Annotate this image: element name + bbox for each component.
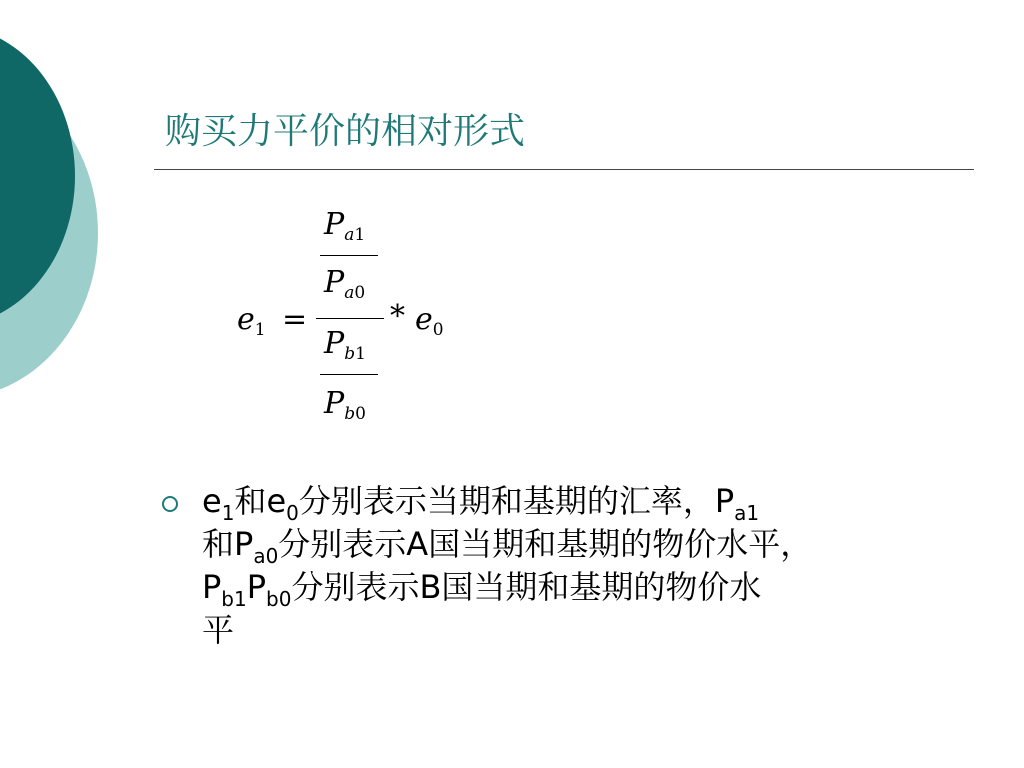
bullet-line-2: 和$P_{a0}$分别表示A国当期和基期的物价水平， <box>202 525 813 568</box>
formula-pb0: $P_{b0}$ <box>324 386 366 424</box>
formula-equals: = <box>282 302 308 337</box>
formula-pa0: $P_{a0}$ <box>324 265 366 303</box>
bullet-circle-icon <box>162 496 178 512</box>
formula-times: * <box>390 299 405 334</box>
formula-inner-bar-bottom <box>320 374 378 375</box>
formula-rhs: $e_0$ <box>415 302 444 340</box>
ppp-formula <box>230 200 470 440</box>
bullet-line-3: $P_{b1}P_{b0}$分别表示B国当期和基期的物价水 <box>202 568 762 611</box>
formula-main-bar <box>316 318 384 319</box>
slide-title: 购买力平价的相对形式 <box>165 111 526 152</box>
formula-pb1: $P_{b1}$ <box>324 326 366 364</box>
formula-lhs: $e_1$ <box>237 302 266 340</box>
formula-pa1: $P_{a1}$ <box>324 207 366 245</box>
bullet-line-1: $e_1$和$e_0$分别表示当期和基期的汇率，$P_{a1}$ <box>202 482 760 525</box>
bullet-line-4: 平 <box>202 611 235 649</box>
title-divider <box>154 169 974 170</box>
bullet-paragraph <box>202 480 992 652</box>
formula-inner-bar-top <box>320 255 378 256</box>
